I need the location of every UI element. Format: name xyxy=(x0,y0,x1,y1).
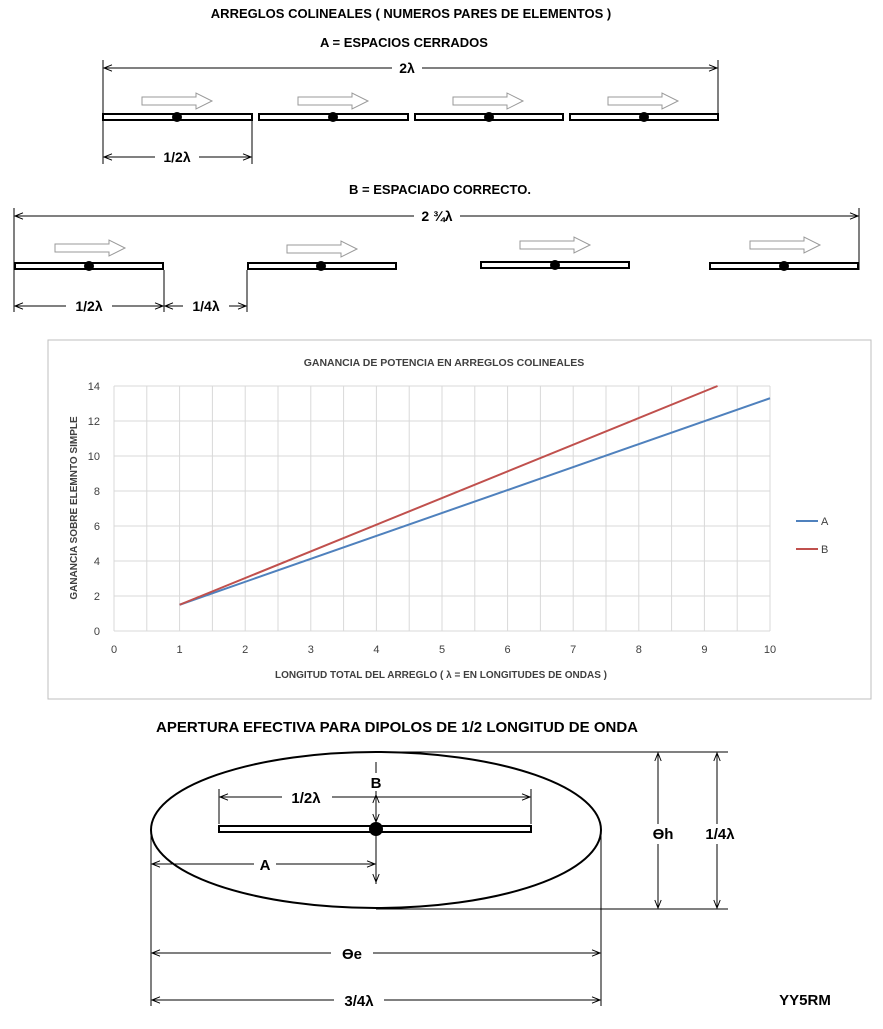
y-tick-label: 14 xyxy=(87,381,100,393)
arrow-icon xyxy=(608,93,678,109)
y-tick-label: 4 xyxy=(93,556,100,568)
quarter-wave-label: 1/4λ xyxy=(705,826,735,843)
x-tick-label: 3 xyxy=(307,644,314,656)
section-a-title: A = ESPACIOS CERRADOS xyxy=(320,35,488,50)
y-tick-label: 2 xyxy=(93,591,100,603)
x-tick-label: 5 xyxy=(438,644,446,656)
half-wave-label: 1/2λ xyxy=(291,790,321,807)
y-tick-label: 12 xyxy=(87,416,100,428)
feed-point xyxy=(328,112,338,122)
array-b xyxy=(14,208,859,314)
aperture-diagram xyxy=(151,752,741,1010)
gain-chart xyxy=(48,340,871,699)
three-quarter-label: 3/4λ xyxy=(344,993,374,1010)
arrow-icon xyxy=(453,93,523,109)
arrow-icon xyxy=(287,241,357,257)
arrow-icon xyxy=(55,240,125,256)
x-tick-label: 10 xyxy=(763,644,777,656)
feed-point xyxy=(172,112,182,122)
total-length-label: 2λ xyxy=(399,60,415,76)
x-tick-label: 4 xyxy=(373,644,380,656)
a-label: A xyxy=(259,857,271,874)
x-tick-label: 7 xyxy=(570,644,577,656)
feed-point xyxy=(639,112,649,122)
x-tick-label: 2 xyxy=(242,644,249,656)
feed-point xyxy=(84,261,94,271)
arrow-icon xyxy=(142,93,212,109)
gap-length-label: 1/4λ xyxy=(192,298,220,314)
feed-point xyxy=(369,822,383,836)
x-tick-label: 0 xyxy=(110,644,118,656)
b-label: B xyxy=(370,775,382,792)
chart-title: GANANCIA DE POTENCIA EN ARREGLOS COLINEALES xyxy=(303,357,585,369)
legend-label: B xyxy=(821,544,829,556)
x-tick-label: 1 xyxy=(176,644,183,656)
arrow-icon xyxy=(520,237,590,253)
feed-point xyxy=(550,260,560,270)
y-tick-label: 10 xyxy=(87,451,100,463)
total-length-label: 2 ¾λ xyxy=(421,208,453,224)
feed-point xyxy=(484,112,494,122)
chart-frame xyxy=(48,340,871,699)
feed-point xyxy=(316,261,326,271)
section-b-title: B = ESPACIADO CORRECTO. xyxy=(349,182,531,197)
y-tick-label: 8 xyxy=(93,486,100,498)
arrow-icon xyxy=(750,237,820,253)
element-length-label: 1/2λ xyxy=(75,298,103,314)
y-axis-label: GANANCIA SOBRE ELEMNTO SIMPLE xyxy=(69,416,80,600)
feed-point xyxy=(779,261,789,271)
author-signature: YY5RM xyxy=(779,992,831,1009)
y-tick-label: 6 xyxy=(93,521,100,533)
array-a xyxy=(103,60,718,165)
theta-e-label: ϴe xyxy=(341,946,363,963)
diagram-title: ARREGLOS COLINEALES ( NUMEROS PARES DE ELEMENTOS ) xyxy=(210,6,612,21)
x-axis-label: LONGITUD TOTAL DEL ARREGLO ( λ = EN LONGITUDES DE ONDAS ) xyxy=(275,670,607,681)
aperture-title: APERTURA EFECTIVA PARA DIPOLOS DE 1/2 LONGITUD DE ONDA xyxy=(156,719,638,736)
legend-label: A xyxy=(821,516,829,528)
element-length-label: 1/2λ xyxy=(163,149,191,165)
theta-h-label: ϴh xyxy=(652,826,674,843)
arrow-icon xyxy=(298,93,368,109)
y-tick-label: 0 xyxy=(93,626,100,638)
x-tick-label: 6 xyxy=(504,644,511,656)
x-tick-label: 9 xyxy=(701,644,708,656)
x-tick-label: 8 xyxy=(635,644,642,656)
